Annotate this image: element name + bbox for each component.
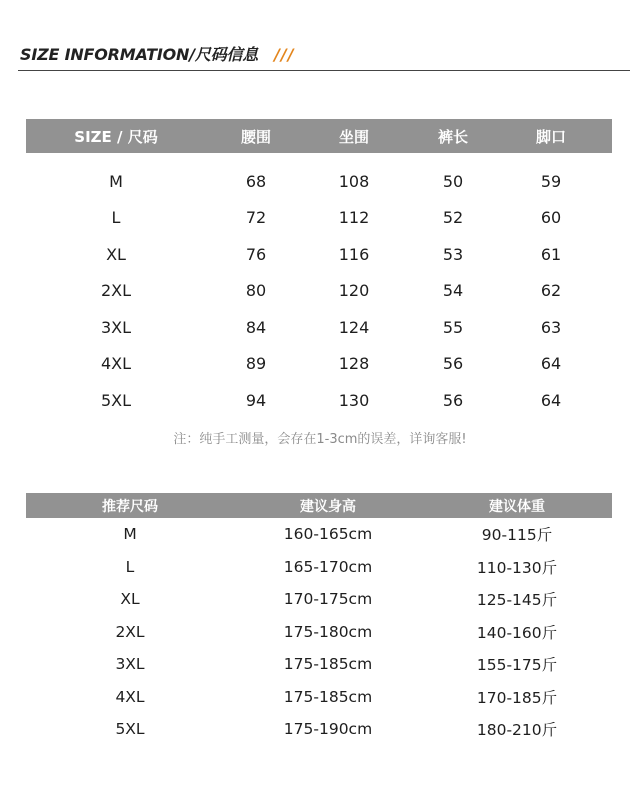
table-cell: 63	[540, 317, 562, 337]
table-cell: 72	[245, 208, 267, 228]
table-row	[26, 681, 612, 714]
table-cell: 155-175斤	[476, 656, 558, 675]
table-cell: 52	[442, 208, 464, 228]
column-header-suggested-height: 建议身高	[300, 498, 356, 515]
table-cell: 5XL	[115, 720, 145, 739]
table-row	[26, 551, 612, 584]
table-cell: 175-190cm	[283, 720, 373, 739]
table-cell: 2XL	[115, 622, 145, 641]
size-table-header	[26, 119, 612, 153]
table-cell: 130	[338, 390, 370, 410]
table-row	[26, 346, 612, 383]
table-cell: 61	[540, 244, 562, 264]
table-row	[26, 200, 612, 237]
recommend-table-header	[26, 493, 612, 518]
table-cell: 50	[442, 171, 464, 191]
table-row	[26, 518, 612, 551]
table-row	[26, 163, 612, 200]
table-cell: 140-160斤	[476, 623, 558, 642]
table-cell: 76	[245, 244, 267, 264]
table-cell: XL	[106, 244, 126, 264]
table-row	[26, 273, 612, 310]
table-cell: 110-130斤	[476, 558, 558, 577]
table-cell: 170-185斤	[476, 688, 558, 707]
table-cell: 84	[245, 317, 267, 337]
table-row	[26, 583, 612, 616]
page-title-text: SIZE INFORMATION/尺码信息	[20, 45, 259, 64]
column-header-size: SIZE / 尺码	[74, 127, 158, 146]
table-cell: L	[125, 557, 135, 576]
size-table-body	[26, 163, 612, 419]
column-header-suggested-weight: 建议体重	[489, 498, 545, 515]
table-cell: XL	[120, 590, 140, 609]
table-row	[26, 382, 612, 419]
table-cell: 4XL	[100, 354, 132, 374]
table-cell: 175-185cm	[283, 655, 373, 674]
table-cell: 90-115斤	[481, 526, 553, 545]
table-row	[26, 648, 612, 681]
table-cell: 128	[338, 354, 370, 374]
table-cell: 3XL	[115, 655, 145, 674]
column-header-waist: 腰围	[240, 127, 271, 146]
table-cell: 165-170cm	[283, 557, 373, 576]
table-cell: 56	[442, 390, 464, 410]
table-cell: 5XL	[100, 390, 132, 410]
table-cell: 120	[338, 281, 370, 301]
table-cell: 64	[540, 390, 562, 410]
table-cell: 160-165cm	[283, 525, 373, 544]
table-cell: 56	[442, 354, 464, 374]
table-cell: M	[123, 525, 137, 544]
table-row	[26, 236, 612, 273]
column-header-length: 裤长	[437, 127, 468, 146]
recommend-table-body	[26, 518, 612, 746]
header-divider	[18, 70, 630, 71]
table-cell: 4XL	[115, 687, 145, 706]
table-cell: 2XL	[100, 281, 132, 301]
table-cell: L	[111, 208, 121, 228]
table-cell: 80	[245, 281, 267, 301]
table-cell: 60	[540, 208, 562, 228]
table-cell: 3XL	[100, 317, 132, 337]
column-header-recommended-size: 推荐尺码	[102, 498, 158, 515]
table-cell: 55	[442, 317, 464, 337]
table-cell: 68	[245, 171, 267, 191]
table-cell: 59	[540, 171, 562, 191]
table-cell: 124	[338, 317, 370, 337]
table-cell: 175-180cm	[283, 622, 373, 641]
measurement-note: 注：纯手工测量，会存在1-3cm的误差，详询客服!	[173, 432, 467, 447]
table-cell: 108	[338, 171, 370, 191]
page-title	[20, 42, 295, 65]
column-header-leg-opening: 脚口	[535, 127, 566, 146]
title-decoration: ///	[274, 45, 295, 64]
table-cell: 175-185cm	[283, 687, 373, 706]
table-cell: 112	[338, 208, 370, 228]
table-row	[26, 616, 612, 649]
table-cell: 116	[338, 244, 370, 264]
table-row	[26, 713, 612, 746]
table-cell: M	[109, 171, 123, 191]
table-cell: 53	[442, 244, 464, 264]
table-cell: 62	[540, 281, 562, 301]
table-cell: 180-210斤	[476, 721, 558, 740]
table-cell: 170-175cm	[283, 590, 373, 609]
table-row	[26, 309, 612, 346]
table-cell: 94	[245, 390, 267, 410]
table-cell: 125-145斤	[476, 591, 558, 610]
table-cell: 64	[540, 354, 562, 374]
column-header-hip: 坐围	[338, 127, 369, 146]
table-cell: 89	[245, 354, 267, 374]
table-cell: 54	[442, 281, 464, 301]
